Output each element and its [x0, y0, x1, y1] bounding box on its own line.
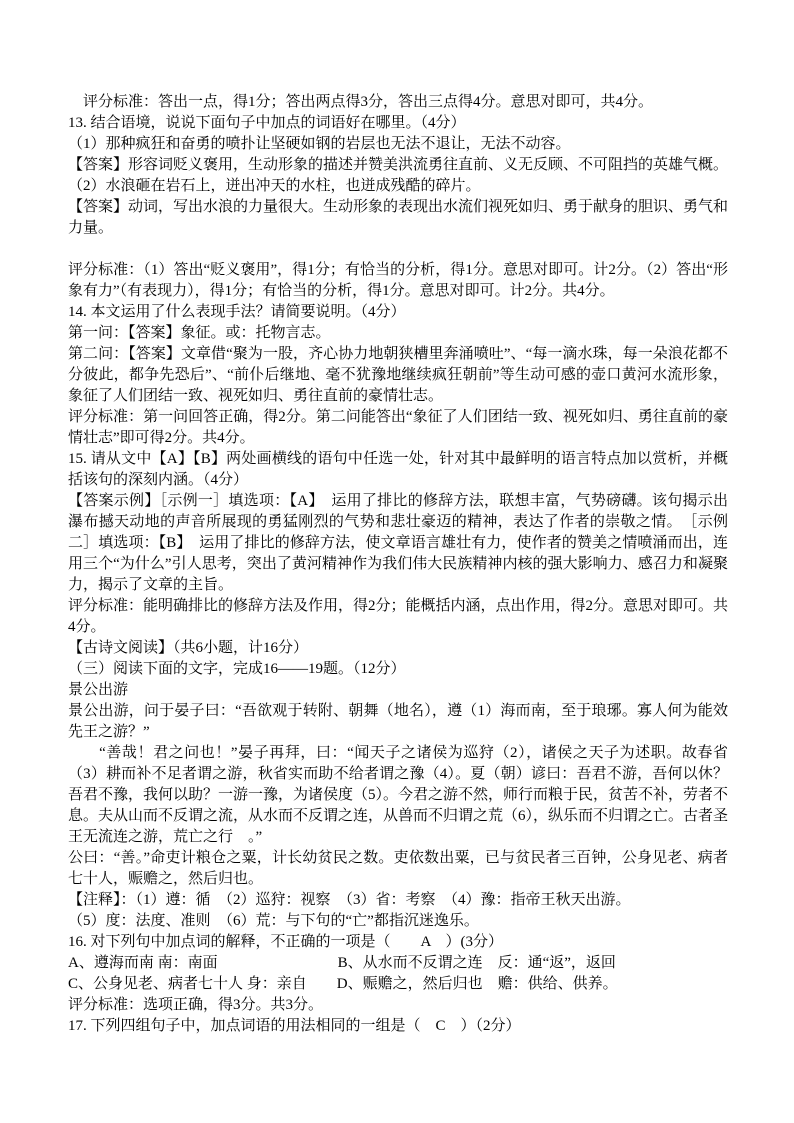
- question-13-item-1: （1）那种疯狂和奋勇的喷扑让坚硬如钢的岩层也无法不退让，无法不动容。: [68, 136, 571, 152]
- scoring-criteria-13: 评分标准：（1）答出“贬义褒用”，得1分；有恰当的分析，得1分。意思对即可。计2分。（2）答出“形象有力”（有表现力），得1分；有恰当的分析，得1分。意思对即可。计2分。共4分。: [68, 262, 728, 299]
- blank-line: [68, 239, 728, 260]
- passage-paragraph-3: 公曰：“善。”命吏计粮仓之粟，计长幼贫民之数。吏依数出粟，已与贫民者三百钟，公身见老、病者七十人，赈赡之，然后归也。: [68, 850, 728, 887]
- scoring-criteria-16: 评分标准：选项正确，得3分。共3分。: [68, 997, 324, 1013]
- passage-paragraph-2: “善哉！君之问也！”晏子再拜，曰：“闻天子之诸侯为巡狩（2），诸侯之天子为述职。故春省（3）耕而补不足者谓之游，秋省实而助不给者谓之豫（4）。夏（朝）谚曰：吾君不游，吾何以休？吾君不豫，我何以助？一游一豫，为诸侯度（5）。今君之游不然，师行而粮于民，贫苦不补，劳者不息。夫从山而不反谓之流，从水而不反谓之连，从兽而不归谓之荒（6），纵乐而不归谓之亡。古者圣王无流连之游，荒亡之行 。”: [68, 745, 729, 845]
- question-14: 14. 本文运用了什么表现手法？请简要说明。（4分）: [68, 304, 406, 320]
- answer-14-part-1: 第一问：【答案】象征。或：托物言志。: [68, 325, 331, 341]
- passage-paragraph-1: 景公出游，问于晏子曰：“吾欲观于转附、朝舞（地名），遵（1）海而南，至于琅琊。寡人何为能效先王之游？”: [68, 703, 728, 740]
- answer-14-part-2: 第二问：【答案】文章借“聚为一股，齐心协力地朝狭槽里奔涌喷吐”、“每一滴水珠，每一朵浪花都不分彼此，都争先恐后”、“前仆后继地、毫不犹豫地继续疯狂朝前”等生动可感的壶口黄河水流形象，象征了人们团结一致、视死如归、勇往直前的豪情壮志。: [68, 346, 728, 404]
- scoring-criteria-14: 评分标准：第一问回答正确，得2分。第二问能答出“象征了人们团结一致、视死如归、勇往直前的豪情壮志”即可得2分。共4分。: [68, 409, 728, 446]
- scoring-criteria-line: 评分标准：答出一点，得1分；答出两点得3分，答出三点得4分。意思对即可，共4分。: [68, 94, 654, 110]
- section-3-instruction: （三）阅读下面的文字，完成16——19题。（12分）: [68, 661, 406, 677]
- section-header-classical-reading: 【古诗文阅读】（共6小题，计16分）: [68, 640, 309, 656]
- question-16-options-ab: A、遵海而南 南：南面 B、从水而不反谓之连 反：通“返”，返回: [68, 955, 616, 971]
- annotation-line-2: （5）度：法度、准则 （6）荒：与下句的“亡”都指沉迷逸乐。: [68, 913, 479, 929]
- annotation-line-1: 【注释】：（1）遵：循 （2）巡狩：视察 （3）省：考察 （4）豫：指帝王秋天出游。: [68, 892, 631, 908]
- scoring-criteria-15: 评分标准：能明确排比的修辞方法及作用，得2分；能概括内涵，点出作用，得2分。意思对即可。共4分。: [68, 598, 729, 635]
- question-13: 13. 结合语境，说说下面句子中加点的词语好在哪里。（4分）: [68, 115, 466, 131]
- question-15: 15. 请从文中【A】【B】两处画横线的语句中任选一处，针对其中最鲜明的语言特点加以赏析，并概括该句的深刻内涵。（4分）: [68, 451, 728, 488]
- question-17: 17. 下列四组句子中，加点词语的用法相同的一组是（ C ）（2分）: [68, 1018, 521, 1034]
- answer-13-item-1: 【答案】形容词贬义褒用，生动形象的描述并赞美洪流勇往直前、义无反顾、不可阻挡的英雄气概。: [68, 157, 729, 173]
- passage-title: 景公出游: [68, 682, 129, 698]
- answer-13-item-2: 【答案】动词，写出水浪的力量很大。生动形象的表现出水流们视死如归、勇于献身的胆识、勇气和力量。: [68, 199, 729, 236]
- question-13-item-2: （2）水浪砸在岩石上，迸出冲天的水柱，也迸成残酷的碎片。: [68, 178, 481, 194]
- question-16-options-cd: C、公身见老、病者七十人 身：亲自 D、赈赡之，然后归也 赡：供给、供养。: [68, 976, 618, 992]
- answer-15-examples: 【答案示例】［示例一］填选项：【A】 运用了排比的修辞方法，联想丰富，气势磅礴。该句揭示出瀑布撼天动地的声音所展现的勇猛刚烈的气势和悲壮豪迈的精神，表达了作者的崇敬之情。 ［示例二］填选项：【B】 运用了排比的修辞方法，使文章语言雄壮有力，使作者的赞美之情喷涌而出，连用三个“为什么”引人思考，突出了黄河精神作为我们伟大民族精神内核的强大影响力、感召力和凝聚力，揭示了文章的主旨。: [68, 493, 728, 593]
- question-16: 16. 对下列句中加点词的解释，不正确的一项是（ A ）(3分）: [68, 934, 504, 950]
